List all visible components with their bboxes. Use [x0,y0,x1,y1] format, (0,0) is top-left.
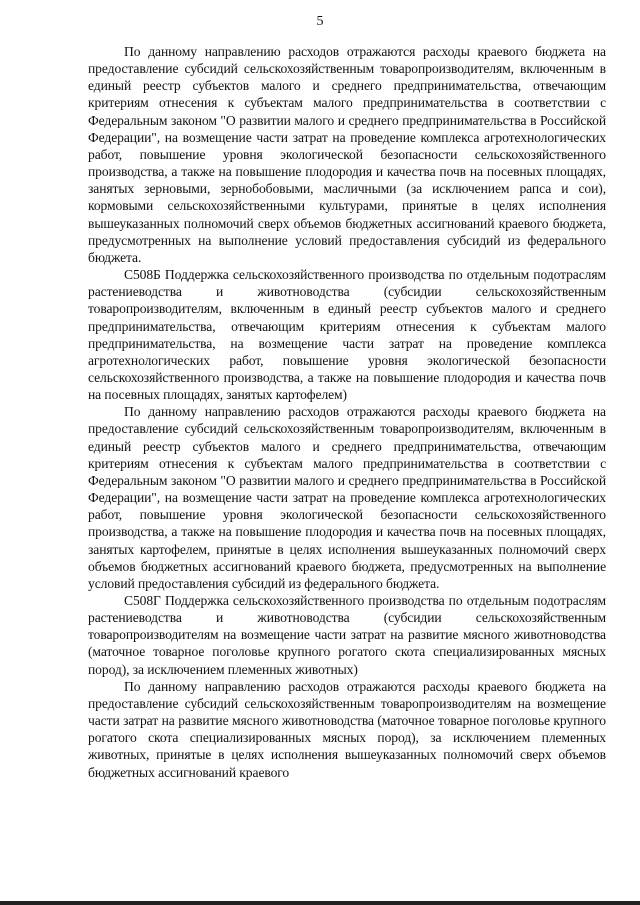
paragraph-c508g-heading: С508Г Поддержка сельскохозяйственного производства по отдельным подотраслям растениеводства и животноводства (субсидии сельскохозяйственным товаропроизводителям на возмещение части затрат на развитие мясного животноводства (маточное товарное поголовье крупного рогатого скота специализированных мясных пород), за исключением племенных животных) [88,593,606,677]
scan-bottom-edge [0,901,640,905]
page-number: 5 [316,14,324,29]
paragraph-c508b-heading: С508Б Поддержка сельскохозяйственного производства по отдельным подотраслям растениеводства и животноводства (субсидии сельскохозяйственным товаропроизводителям, включенным в единый реестр субъектов малого и среднего предпринимательства, отвечающим критериям отнесения к субъектам малого предпринимательства, на возмещение части затрат на проведение комплекса агротехнологических работ, повышение уровня экологической безопасности сельскохозяйственного производства, а также на повышение плодородия и качества почв на посевных площадях, занятых картофелем) [88,267,606,403]
paragraph-expenses-description-3: По данному направлению расходов отражаются расходы краевого бюджета на предоставление субсидий сельскохозяйственным товаропроизводителям на возмещение части затрат на развитие мясного животноводства (маточное товарное поголовье крупного рогатого скота специализированных мясных пород), за исключением племенных животных, принятые в целях исполнения вышеуказанных полномочий сверх объемов бюджетных ассигнований краевого [88,678,606,780]
paragraph-expenses-description-2: По данному направлению расходов отражаются расходы краевого бюджета на предоставление субсидий сельскохозяйственным товаропроизводителям, включенным в единый реестр субъектов малого и среднего предпринимательства, отвечающим критериям отнесения к субъектам малого предпринимательства в соответствии с Федеральным законом "О развитии малого и среднего предпринимательства в Российской Федерации", на возмещение части затрат на проведение комплекса агротехнологических работ, повышение уровня экологической безопасности сельскохозяйственного производства, а также на повышение плодородия и качества почв на посевных площадях, занятых картофелем, принятые в целях исполнения вышеуказанных полномочий сверх объемов бюджетных ассигнований краевого бюджета, предусмотренных на выполнение условий предоставления субсидий из федерального бюджета. [88,404,606,591]
paragraph-expenses-description-1: По данному направлению расходов отражаются расходы краевого бюджета на предоставление субсидий сельскохозяйственным товаропроизводителям, включенным в единый реестр субъектов малого и среднего предпринимательства, отвечающим критериям отнесения к субъектам малого предпринимательства в соответствии с Федеральным законом "О развитии малого и среднего предпринимательства в Российской Федерации", на возмещение части затрат на проведение комплекса агротехнологических работ, повышение уровня экологической безопасности сельскохозяйственного производства, а также на повышение плодородия и качества почв на посевных площадях, занятых зерновыми, зернобобовыми, масличными (за исключением рапса и сои), кормовыми сельскохозяйственными культурами, принятые в целях исполнения вышеуказанных полномочий сверх объемов бюджетных ассигнований краевого бюджета, предусмотренных на выполнение условий предоставления субсидий из федерального бюджета. [88,44,606,265]
document-body [88,43,606,781]
